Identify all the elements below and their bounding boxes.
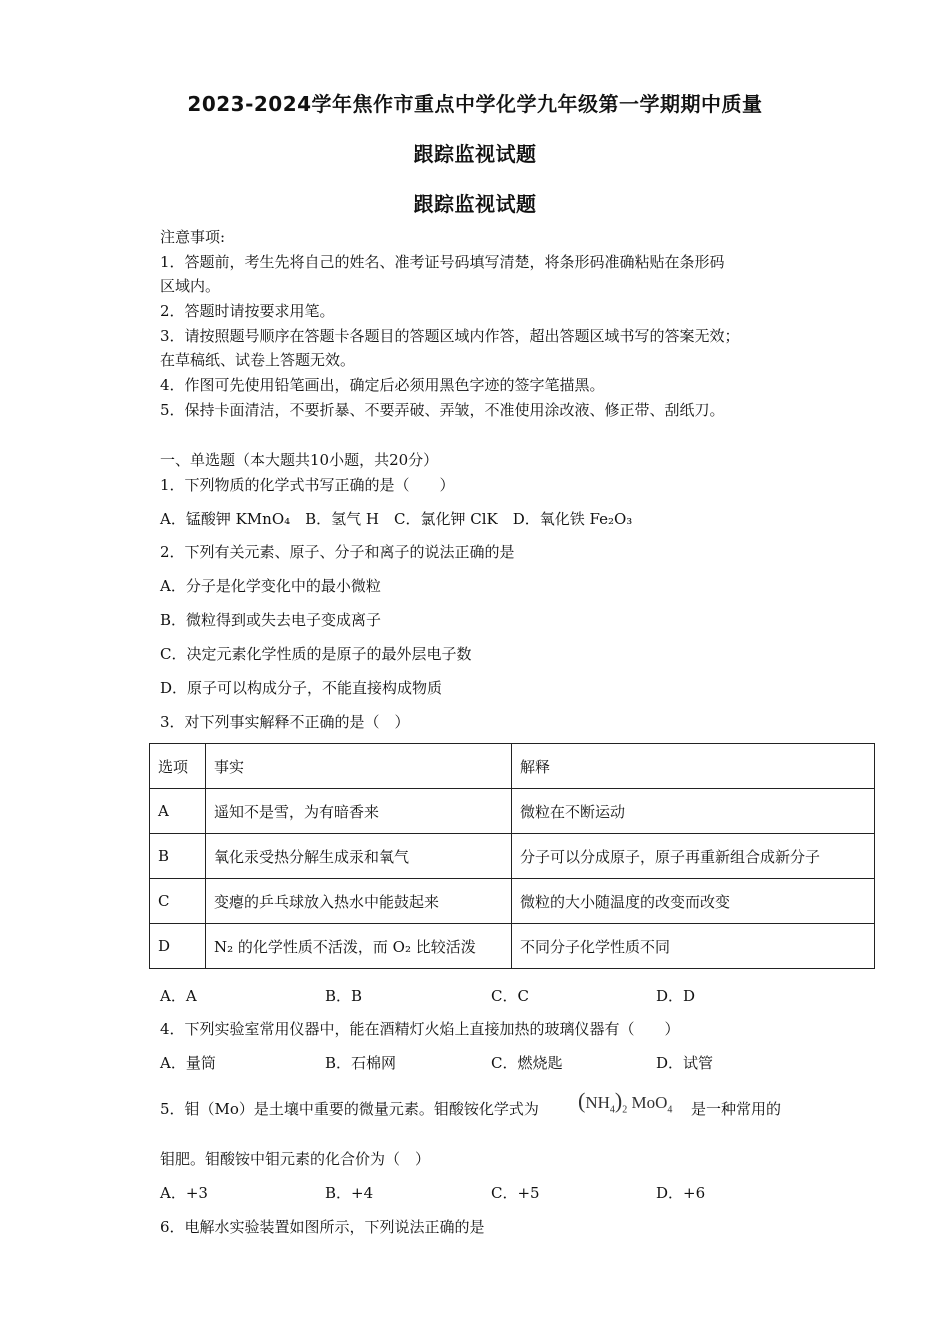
question-3-options: [160, 985, 880, 1007]
ammonium-molybdate-formula: $(NH_4)_2$ MoO$_4$: [578, 1088, 673, 1116]
table-cell: 分子可以分成原子，原子再重新组合成新分子: [512, 834, 875, 879]
question-5-stem: 5．钼（Mo）是土壤中重要的微量元素。钼酸铵化学式为: [160, 1100, 539, 1118]
option-d: D．D: [656, 987, 696, 1005]
table-header-cell: 解释: [512, 744, 875, 789]
document-title: 2023-2024学年焦作市重点中学化学九年级第一学期期中质量: [187, 92, 763, 116]
notice-item: 4．作图可先使用铅笔画出，确定后必须用黑色字迹的签字笔描黑。: [160, 376, 605, 394]
table-cell: B: [150, 834, 206, 879]
question-2-option-b: B．微粒得到或失去电子变成离子: [160, 611, 382, 629]
table-header-cell: 事实: [206, 744, 512, 789]
table-cell: D: [150, 924, 206, 969]
question-3-stem: 3．对下列事实解释不正确的是（ ）: [160, 713, 410, 731]
option-c: C．+5: [491, 1184, 540, 1202]
document-subtitle-repeat: 跟踪监视试题: [413, 192, 537, 216]
table-cell: 不同分子化学性质不同: [512, 924, 875, 969]
question-2-stem: 2．下列有关元素、原子、分子和离子的说法正确的是: [160, 543, 515, 561]
section-heading: 一、单选题（本大题共10小题，共20分）: [160, 451, 439, 469]
table-row: [150, 789, 875, 834]
question-4-stem: 4．下列实验室常用仪器中，能在酒精灯火焰上直接加热的玻璃仪器有（ ）: [160, 1020, 680, 1038]
option-a: A．量筒: [160, 1054, 216, 1072]
table-cell: A: [150, 789, 206, 834]
table-cell: C: [150, 879, 206, 924]
document-subtitle: 跟踪监视试题: [413, 142, 537, 166]
table-row: [150, 924, 875, 969]
notice-item: 2．答题时请按要求用笔。: [160, 302, 335, 320]
table-header-row: [150, 744, 875, 789]
table-cell: 氧化汞受热分解生成汞和氧气: [206, 834, 512, 879]
table-cell: 微粒在不断运动: [512, 789, 875, 834]
question-6-stem: 6．电解水实验装置如图所示，下列说法正确的是: [160, 1218, 485, 1236]
question-3-table: [149, 743, 875, 969]
question-4-options: [160, 1052, 880, 1074]
question-2-option-d: D．原子可以构成分子，不能直接构成物质: [160, 679, 443, 697]
option-c: C．燃烧匙: [491, 1054, 563, 1072]
option-a: A．A: [160, 987, 197, 1005]
notice-heading: 注意事项:: [160, 228, 226, 246]
table-cell: 变瘪的乒乓球放入热水中能鼓起来: [206, 879, 512, 924]
notice-item: 在草稿纸、试卷上答题无效。: [160, 351, 356, 369]
option-d: D．+6: [656, 1184, 706, 1202]
question-5-stem-line2: 钼肥。钼酸铵中钼元素的化合价为（ ）: [160, 1150, 431, 1168]
notice-item: 1．答题前，考生先将自己的姓名、准考证号码填写清楚，将条形码准确粘贴在条形码: [160, 253, 725, 271]
question-5-options: [160, 1182, 880, 1204]
option-d: D．试管: [656, 1054, 714, 1072]
option-b: B．石棉网: [325, 1054, 397, 1072]
table-header-cell: 选项: [150, 744, 206, 789]
option-a: A．+3: [160, 1184, 208, 1202]
question-5-stem-tail: 是一种常用的: [691, 1100, 782, 1118]
notice-item: 区域内。: [160, 277, 221, 295]
table-cell: 微粒的大小随温度的改变而改变: [512, 879, 875, 924]
table-cell: 遥知不是雪，为有暗香来: [206, 789, 512, 834]
notice-item: 3．请按照题号顺序在答题卡各题目的答题区域内作答，超出答题区域书写的答案无效；: [160, 327, 740, 345]
table-cell: N₂ 的化学性质不活泼，而 O₂ 比较活泼: [206, 924, 512, 969]
option-b: B．+4: [325, 1184, 374, 1202]
option-b: B．B: [325, 987, 363, 1005]
question-1-options: A．锰酸钾 KMnO₄ B．氢气 H C．氯化钾 ClK D．氧化铁 Fe₂O₃: [160, 510, 633, 528]
table-row: [150, 879, 875, 924]
notice-item: 5．保持卡面清洁，不要折暴、不要弄破、弄皱，不准使用涂改液、修正带、刮纸刀。: [160, 401, 725, 419]
table-row: [150, 834, 875, 879]
option-c: C．C: [491, 987, 529, 1005]
question-2-option-a: A．分子是化学变化中的最小微粒: [160, 577, 381, 595]
question-2-option-c: C．决定元素化学性质的是原子的最外层电子数: [160, 645, 472, 663]
question-1-stem: 1．下列物质的化学式书写正确的是（ ）: [160, 476, 455, 494]
